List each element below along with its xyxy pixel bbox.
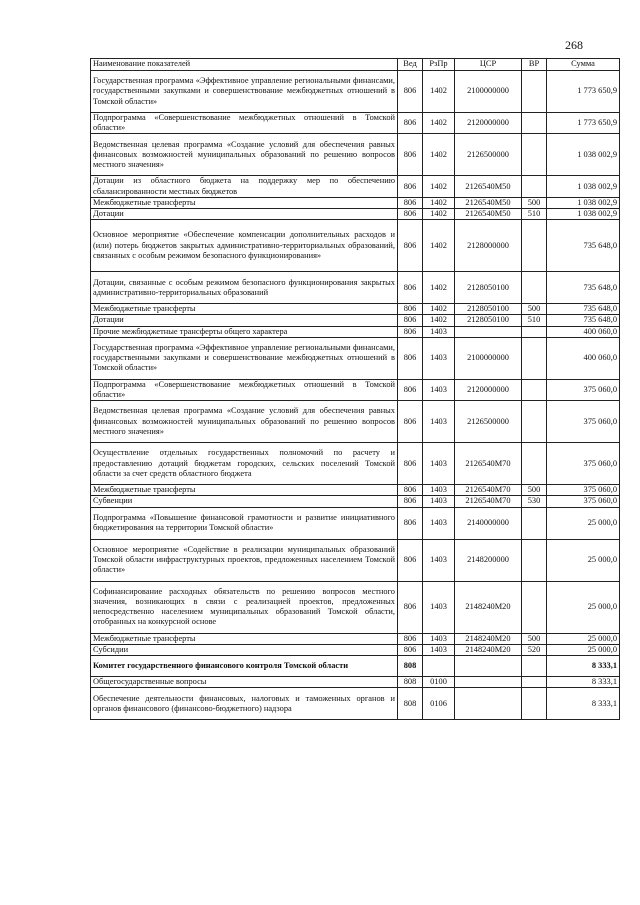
cell-csr: 2126540М50: [455, 176, 522, 197]
cell-vr: 500: [522, 633, 547, 644]
cell-ved: 806: [398, 304, 423, 315]
cell-ved: 806: [398, 209, 423, 220]
table-row: [91, 496, 620, 507]
cell-rzpr: 1402: [423, 209, 455, 220]
table-row: [91, 315, 620, 326]
cell-csr: 2128050100: [455, 304, 522, 315]
cell-sum: 375 060,0: [547, 496, 620, 507]
table-row: [91, 379, 620, 400]
cell-vr: 510: [522, 315, 547, 326]
cell-name: Подпрограмма «Совершенствование межбюджетных отношений в Томской области»: [91, 113, 398, 134]
cell-name: Государственная программа «Эффективное управление региональными финансами, государственными закупками и совершенствование межбюджетных отношений в Томской области»: [91, 71, 398, 113]
cell-csr: 2140000000: [455, 507, 522, 539]
cell-csr: 2148240М20: [455, 581, 522, 633]
cell-name: Подпрограмма «Повышение финансовой грамотности и развитие инициативного бюджетирования на территории Томской области»: [91, 507, 398, 539]
budget-table: [90, 58, 620, 720]
cell-name: Дотации: [91, 209, 398, 220]
table-row: [91, 71, 620, 113]
cell-sum: 25 000,0: [547, 633, 620, 644]
cell-rzpr: 1402: [423, 220, 455, 272]
column-header-csr: ЦСР: [455, 59, 522, 71]
cell-name: Основное мероприятие «Содействие в реализации муниципальных образований Томской области инфраструктурных проектов, предложенных населением Томской области»: [91, 539, 398, 581]
cell-vr: [522, 71, 547, 113]
cell-sum: 8 333,1: [547, 677, 620, 688]
table-row: [91, 677, 620, 688]
cell-ved: 806: [398, 272, 423, 304]
cell-sum: 25 000,0: [547, 507, 620, 539]
cell-rzpr: 1402: [423, 113, 455, 134]
cell-sum: 375 060,0: [547, 443, 620, 485]
cell-vr: [522, 379, 547, 400]
cell-sum: 8 333,1: [547, 656, 620, 677]
cell-name: Межбюджетные трансферты: [91, 485, 398, 496]
cell-name: Межбюджетные трансферты: [91, 197, 398, 208]
cell-vr: 500: [522, 485, 547, 496]
cell-rzpr: 1403: [423, 539, 455, 581]
cell-ved: 806: [398, 220, 423, 272]
table-row: [91, 443, 620, 485]
cell-csr: 2148240М20: [455, 633, 522, 644]
cell-vr: [522, 688, 547, 720]
cell-sum: 25 000,0: [547, 644, 620, 655]
cell-vr: [522, 272, 547, 304]
cell-rzpr: 1403: [423, 326, 455, 337]
cell-csr: [455, 656, 522, 677]
cell-rzpr: 1402: [423, 315, 455, 326]
cell-vr: [522, 677, 547, 688]
table-row: [91, 113, 620, 134]
cell-csr: 2128000000: [455, 220, 522, 272]
cell-name: Субвенции: [91, 496, 398, 507]
cell-ved: 808: [398, 656, 423, 677]
cell-vr: [522, 656, 547, 677]
cell-rzpr: 1402: [423, 71, 455, 113]
cell-rzpr: 1403: [423, 581, 455, 633]
cell-csr: [455, 677, 522, 688]
cell-name: Дотации: [91, 315, 398, 326]
table-row: [91, 688, 620, 720]
cell-sum: 1 773 650,9: [547, 113, 620, 134]
cell-csr: 2126500000: [455, 134, 522, 176]
cell-csr: 2100000000: [455, 71, 522, 113]
cell-rzpr: 1402: [423, 176, 455, 197]
cell-name: Дотации из областного бюджета на поддержку мер по обеспечению сбалансированности местных бюджетов: [91, 176, 398, 197]
column-header-vr: ВР: [522, 59, 547, 71]
cell-rzpr: 0106: [423, 688, 455, 720]
cell-csr: 2126540М70: [455, 485, 522, 496]
table-row: [91, 176, 620, 197]
cell-sum: 375 060,0: [547, 401, 620, 443]
table-row: [91, 485, 620, 496]
cell-name: Комитет государственного финансового контроля Томской области: [91, 656, 398, 677]
cell-rzpr: 1403: [423, 496, 455, 507]
table-row: [91, 337, 620, 379]
cell-name: Софинансирование расходных обязательств по решению вопросов местного значения, возникающих в связи с реализацией проектов, предложенных непосредственно населением муниципальных образований Томской области, отобранных на конкурсной основе: [91, 581, 398, 633]
cell-name: Субсидии: [91, 644, 398, 655]
cell-rzpr: 1403: [423, 485, 455, 496]
cell-ved: 806: [398, 443, 423, 485]
cell-sum: 400 060,0: [547, 326, 620, 337]
table-body: [91, 71, 620, 720]
cell-vr: [522, 539, 547, 581]
cell-ved: 806: [398, 507, 423, 539]
cell-rzpr: 1402: [423, 304, 455, 315]
cell-csr: 2126540М70: [455, 443, 522, 485]
cell-sum: 8 333,1: [547, 688, 620, 720]
cell-name: Ведомственная целевая программа «Создание условий для обеспечения равных финансовых возможностей муниципальных образований по решению вопросов местного значения»: [91, 401, 398, 443]
table-row: [91, 539, 620, 581]
cell-csr: 2126500000: [455, 401, 522, 443]
table-header-row: [91, 59, 620, 71]
cell-rzpr: 1403: [423, 401, 455, 443]
cell-vr: [522, 134, 547, 176]
table-row: [91, 633, 620, 644]
cell-csr: [455, 688, 522, 720]
cell-name: Межбюджетные трансферты: [91, 633, 398, 644]
cell-rzpr: [423, 656, 455, 677]
cell-name: Государственная программа «Эффективное управление региональными финансами, государственными закупками и совершенствование межбюджетных отношений в Томской области»: [91, 337, 398, 379]
table-row: [91, 272, 620, 304]
cell-ved: 806: [398, 337, 423, 379]
cell-sum: 1 773 650,9: [547, 71, 620, 113]
cell-vr: 530: [522, 496, 547, 507]
cell-ved: 806: [398, 539, 423, 581]
cell-sum: 400 060,0: [547, 337, 620, 379]
cell-rzpr: 1402: [423, 134, 455, 176]
cell-vr: [522, 581, 547, 633]
cell-vr: [522, 507, 547, 539]
cell-rzpr: 1403: [423, 633, 455, 644]
cell-name: Осуществление отдельных государственных полномочий по расчету и предоставлению дотаций бюджетам городских, сельских поселений Томской области за счет средств областного бюджета: [91, 443, 398, 485]
cell-csr: 2126540М50: [455, 197, 522, 208]
cell-ved: 806: [398, 134, 423, 176]
cell-ved: 806: [398, 326, 423, 337]
cell-ved: 806: [398, 644, 423, 655]
cell-sum: 25 000,0: [547, 539, 620, 581]
cell-csr: 2126540М50: [455, 209, 522, 220]
cell-vr: 520: [522, 644, 547, 655]
cell-name: Общегосударственные вопросы: [91, 677, 398, 688]
cell-name: Обеспечение деятельности финансовых, налоговых и таможенных органов и органов финансового (финансово-бюджетного) надзора: [91, 688, 398, 720]
cell-sum: 735 648,0: [547, 220, 620, 272]
table-row: [91, 209, 620, 220]
cell-vr: 500: [522, 304, 547, 315]
cell-sum: 1 038 002,9: [547, 176, 620, 197]
cell-rzpr: 1403: [423, 644, 455, 655]
cell-ved: 806: [398, 176, 423, 197]
table-row: [91, 197, 620, 208]
cell-vr: 510: [522, 209, 547, 220]
table-row: [91, 134, 620, 176]
cell-vr: [522, 443, 547, 485]
cell-sum: 1 038 002,9: [547, 134, 620, 176]
table-row: [91, 644, 620, 655]
cell-ved: 806: [398, 197, 423, 208]
cell-name: Основное мероприятие «Обеспечение компенсации дополнительных расходов и (или) потерь бюджетов закрытых административно-территориальных образований, связанных с особым режимом безопасного функционирования»: [91, 220, 398, 272]
table-row: [91, 507, 620, 539]
cell-name: Прочие межбюджетные трансферты общего характера: [91, 326, 398, 337]
cell-sum: 735 648,0: [547, 315, 620, 326]
cell-vr: [522, 220, 547, 272]
cell-vr: [522, 401, 547, 443]
page-number: 268: [565, 38, 583, 52]
column-header-ved: Вед: [398, 59, 423, 71]
cell-rzpr: 1402: [423, 272, 455, 304]
cell-csr: 2120000000: [455, 113, 522, 134]
cell-csr: 2120000000: [455, 379, 522, 400]
cell-name: Подпрограмма «Совершенствование межбюджетных отношений в Томской области»: [91, 379, 398, 400]
cell-csr: 2128050100: [455, 272, 522, 304]
cell-ved: 808: [398, 688, 423, 720]
cell-csr: 2126540М70: [455, 496, 522, 507]
cell-vr: [522, 176, 547, 197]
table-row: [91, 220, 620, 272]
cell-sum: 735 648,0: [547, 272, 620, 304]
table-row: [91, 326, 620, 337]
cell-rzpr: 1403: [423, 507, 455, 539]
cell-name: Межбюджетные трансферты: [91, 304, 398, 315]
cell-rzpr: 1402: [423, 197, 455, 208]
cell-rzpr: 1403: [423, 337, 455, 379]
table-row: [91, 581, 620, 633]
cell-ved: 806: [398, 401, 423, 443]
cell-sum: 25 000,0: [547, 581, 620, 633]
cell-ved: 808: [398, 677, 423, 688]
cell-csr: 2128050100: [455, 315, 522, 326]
cell-csr: 2148200000: [455, 539, 522, 581]
cell-vr: [522, 337, 547, 379]
cell-csr: 2100000000: [455, 337, 522, 379]
cell-name: Ведомственная целевая программа «Создание условий для обеспечения равных финансовых возможностей муниципальных образований по решению вопросов местного значения»: [91, 134, 398, 176]
cell-vr: [522, 113, 547, 134]
column-header-rzpr: РзПр: [423, 59, 455, 71]
cell-ved: 806: [398, 71, 423, 113]
table-row: [91, 656, 620, 677]
column-header-name: Наименование показателей: [91, 59, 398, 71]
cell-ved: 806: [398, 581, 423, 633]
table-row: [91, 401, 620, 443]
cell-sum: 1 038 002,9: [547, 197, 620, 208]
cell-sum: 735 648,0: [547, 304, 620, 315]
column-header-sum: Сумма: [547, 59, 620, 71]
cell-rzpr: 1403: [423, 443, 455, 485]
cell-name: Дотации, связанные с особым режимом безопасного функционирования закрытых административно-территориальных образований: [91, 272, 398, 304]
cell-ved: 806: [398, 633, 423, 644]
cell-vr: [522, 326, 547, 337]
cell-sum: 375 060,0: [547, 379, 620, 400]
cell-ved: 806: [398, 379, 423, 400]
table-row: [91, 304, 620, 315]
cell-csr: 2148240М20: [455, 644, 522, 655]
cell-rzpr: 1403: [423, 379, 455, 400]
cell-ved: 806: [398, 113, 423, 134]
cell-vr: 500: [522, 197, 547, 208]
cell-sum: 1 038 002,9: [547, 209, 620, 220]
cell-ved: 806: [398, 485, 423, 496]
cell-sum: 375 060,0: [547, 485, 620, 496]
cell-rzpr: 0100: [423, 677, 455, 688]
cell-ved: 806: [398, 315, 423, 326]
cell-ved: 806: [398, 496, 423, 507]
cell-csr: [455, 326, 522, 337]
